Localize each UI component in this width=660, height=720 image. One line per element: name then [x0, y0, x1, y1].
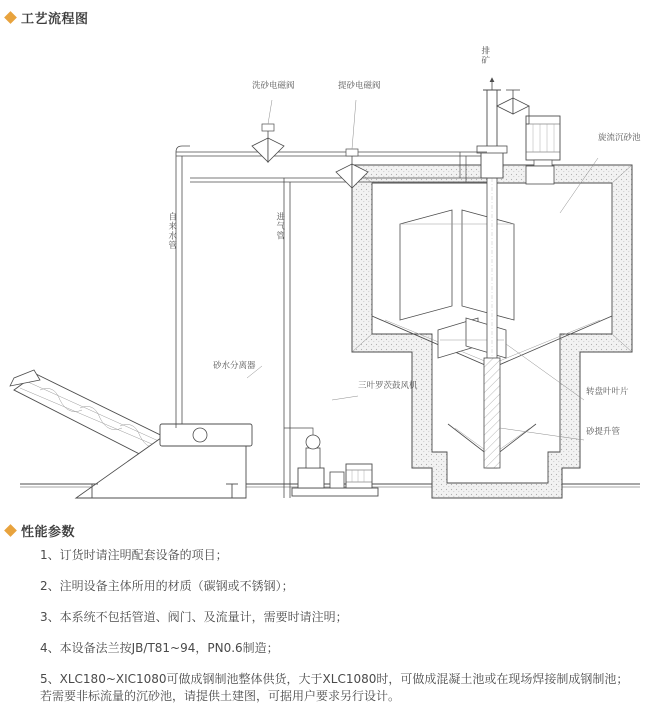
process-flow-diagram [0, 28, 660, 513]
params-list [30, 548, 650, 720]
label-cyclone-sand-tank: 旋流沉砂池 [598, 133, 641, 143]
param-item-5: 5、XLC180~XIC1080可做成钢制池整体供货，大于XLC1080时，可做成混凝土池或在现场焊接制成钢制池； [40, 672, 629, 686]
param-item-5-continuation: 若需要非标流量的沉砂池，请提供土建图，可据用户要求另行设计。 [40, 689, 401, 703]
label-water-supply-pipe: 自来水管 [166, 212, 177, 250]
param-item-4: 4、本设备法兰按JB/T81~94，PN0.6制造； [40, 641, 279, 655]
label-rotating-blade: 转盘叶叶片 [586, 387, 629, 397]
diamond-bullet-icon-2 [4, 524, 17, 537]
diagram-svg [0, 28, 660, 513]
diamond-bullet-icon [4, 11, 17, 24]
param-item-2: 2、注明设备主体所用的材质（碳钢或不锈钢）； [40, 579, 294, 593]
param-item-1: 1、订货时请注明配套设备的项目； [40, 548, 228, 562]
label-sand-wash-valve: 洗砂电磁阀 [252, 81, 295, 91]
label-sand-lift-valve: 提砂电磁阀 [338, 81, 381, 91]
label-discharge: 排矿 [479, 46, 490, 65]
label-sand-water-separator: 砂水分离器 [213, 361, 256, 371]
label-sand-lift-pump: 砂提升管 [586, 427, 621, 437]
param-item-3: 3、本系统不包括管道、阀门、及流量计，需要时请注明； [40, 610, 348, 624]
section-title-process: 工艺流程图 [21, 12, 89, 27]
section-title-params: 性能参数 [21, 525, 76, 540]
label-roots-blower: 三叶罗茨鼓风机 [358, 381, 418, 391]
section-header-params [6, 521, 75, 540]
label-air-pipe: 进气管 [274, 212, 285, 241]
section-header-process [6, 8, 89, 27]
